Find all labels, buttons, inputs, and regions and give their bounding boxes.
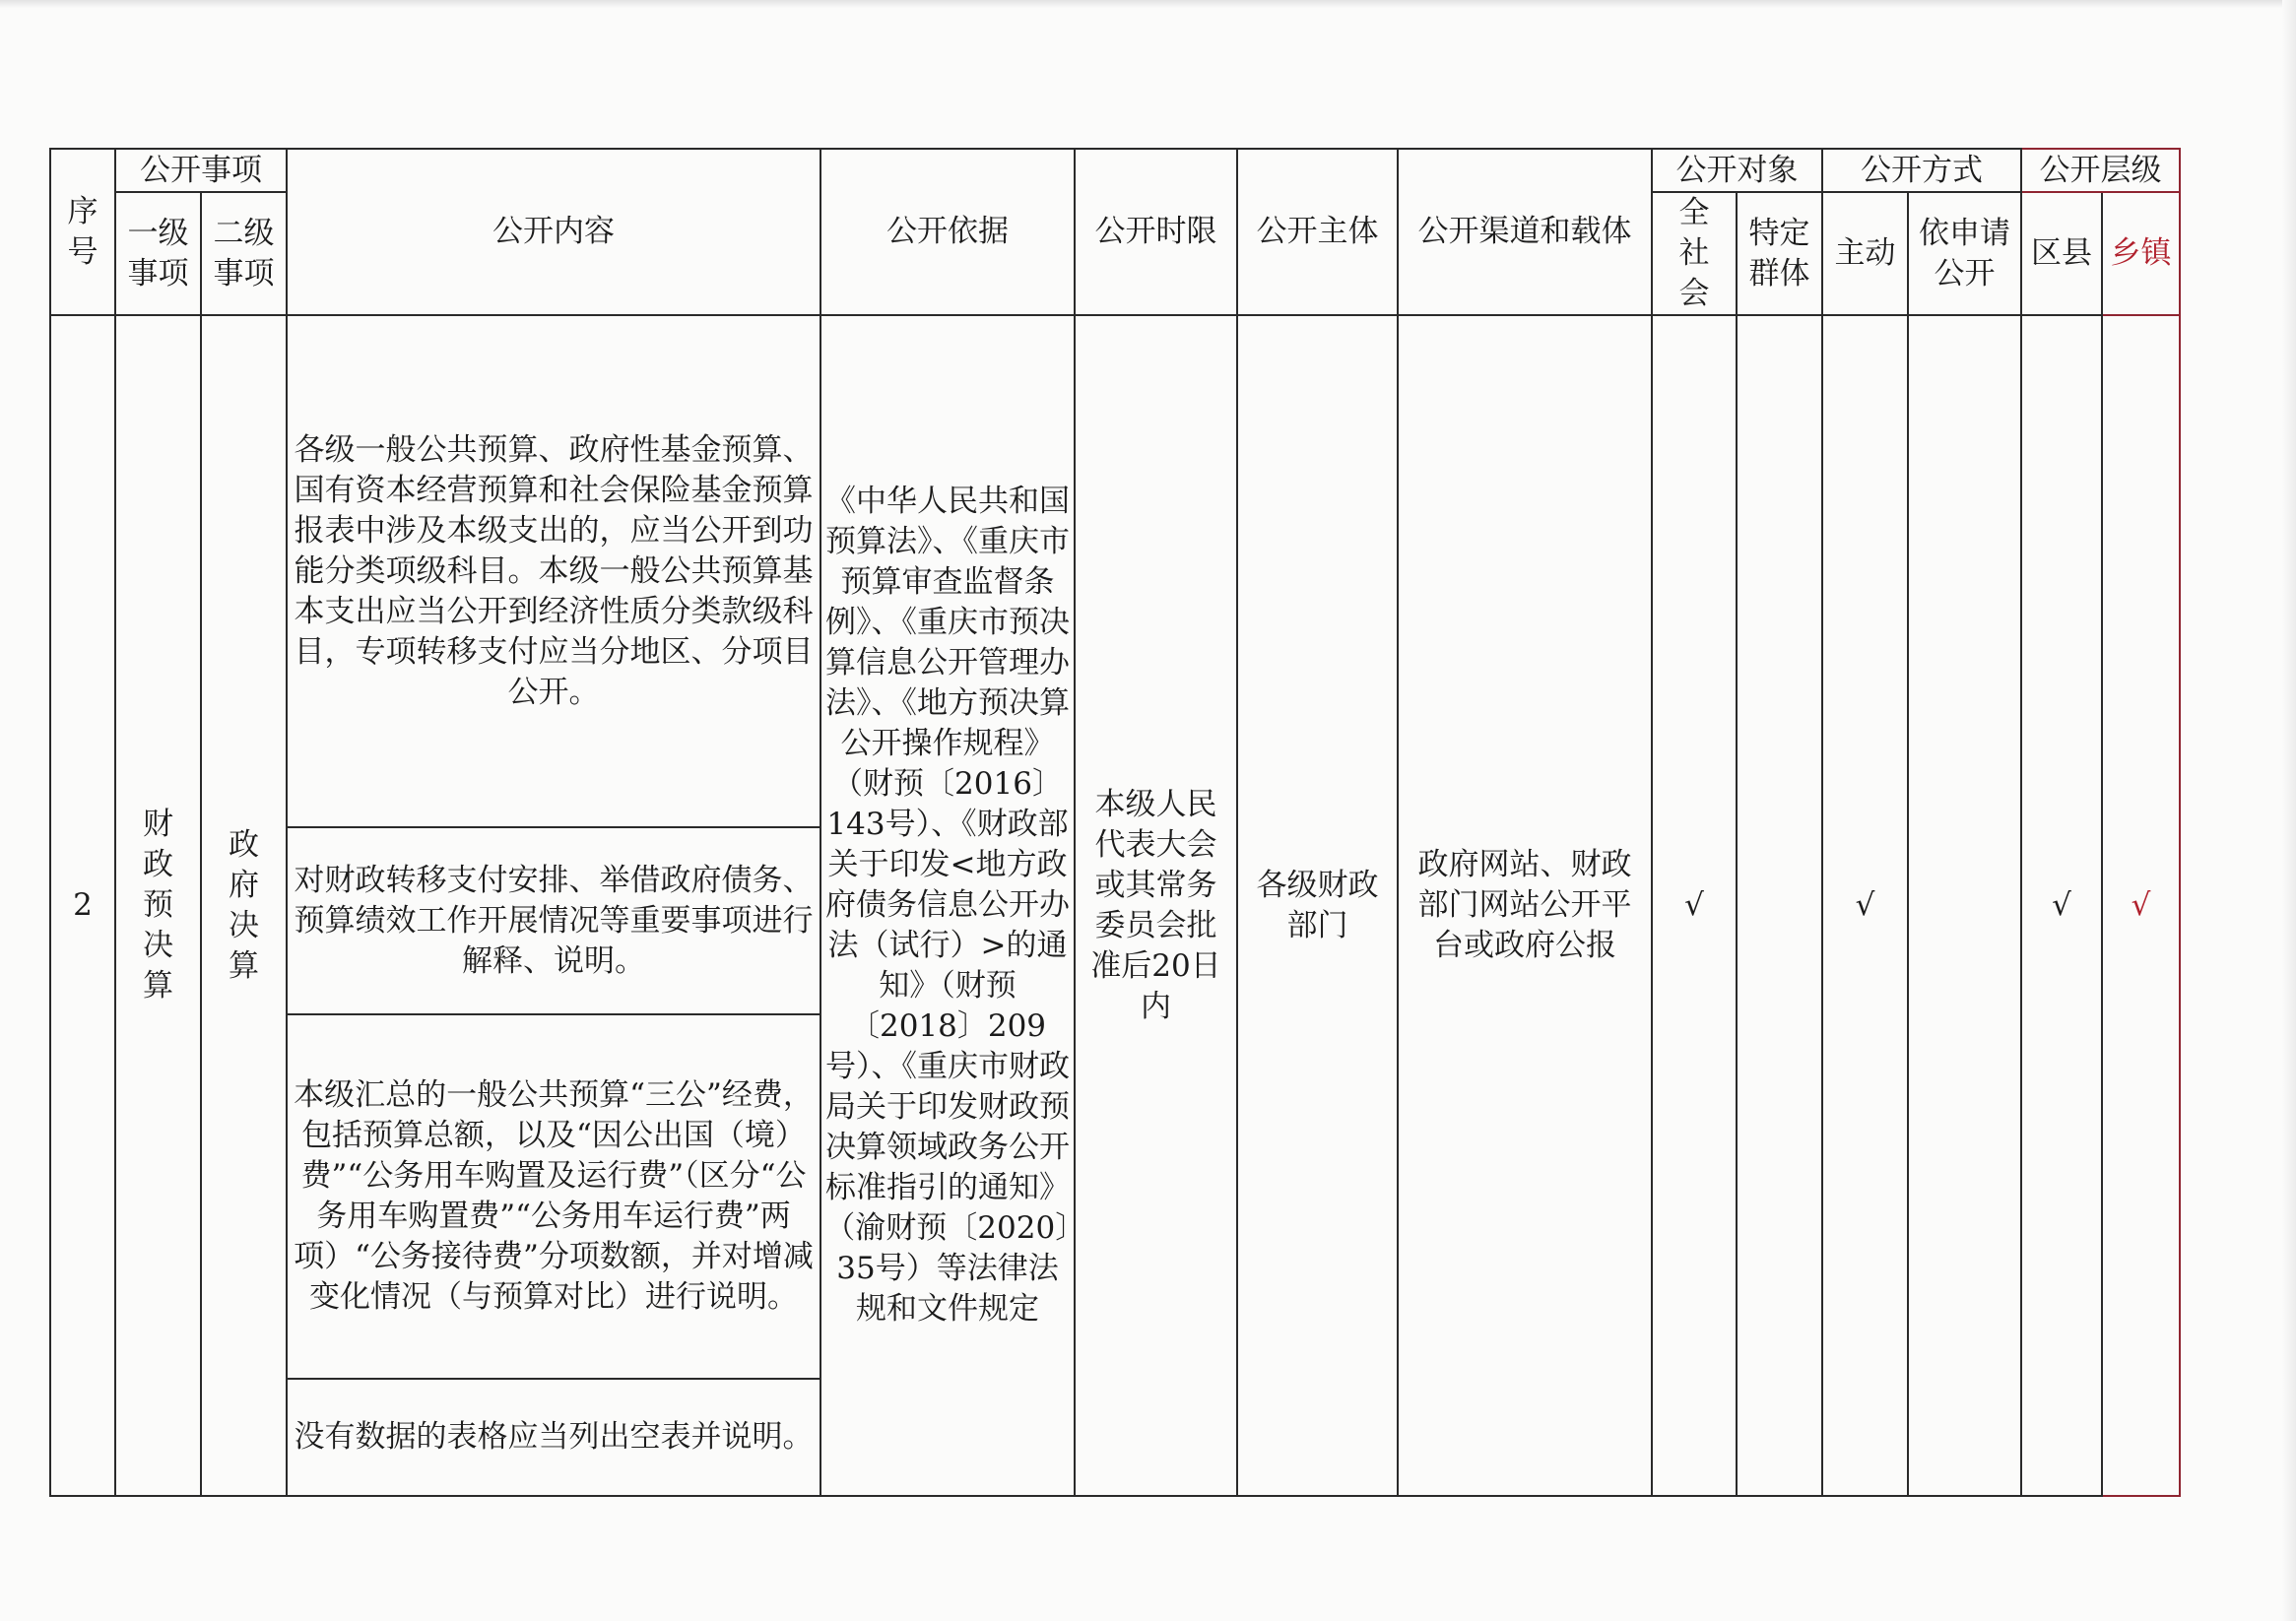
row-seq: 2 [50, 315, 115, 1496]
header-level-label: 公开层级 [2039, 152, 2162, 188]
header-subject: 公开主体 [1237, 149, 1398, 315]
header-seq: 序号 [50, 149, 115, 315]
content-item-1: 各级一般公共预算、政府性基金预算、国有资本经营预算和社会保险基金预算报表中涉及本级支出的，应当公开到功能分类项级科目。本级一般公共预算基本支出应当公开到经济性质分类款级科目，专项转移支付应当分地区、分项目公开。 [287, 315, 820, 827]
header-level-district: 区县 [2021, 192, 2102, 315]
header-content: 公开内容 [287, 149, 820, 315]
row-target-specific [1737, 315, 1822, 1496]
header-item-level2: 二级事项 [201, 192, 287, 315]
content-item-2: 对财政转移支付安排、举借政府债务、预算绩效工作开展情况等重要事项进行解释、说明。 [287, 827, 820, 1014]
header-level-town: 乡镇 [2102, 192, 2180, 315]
header-target-all: 全社会 [1652, 192, 1737, 315]
row-method-active-check: √ [1822, 315, 1908, 1496]
row-basis: 《中华人民共和国预算法》、《重庆市预算审查监督条例》、《重庆市预决算信息公开管理办法》、《地方预决算公开操作规程》（财预〔2016〕143号）、《财政部关于印发<地方政府债务信息公开办法（试行）>的通知》（财预〔2018〕209号）、《重庆市财政局关于印发财政预决算领域政务公开标准指引的通知》（渝财预〔2020〕35号）等法律法规和文件规定 [820, 315, 1075, 1496]
header-target-specific: 特定群体 [1737, 192, 1822, 315]
content-item-3: 本级汇总的一般公共预算“三公”经费，包括预算总额，以及“因公出国（境）费”“公务用车购置及运行费”（区分“公务用车购置费”“公务用车运行费”两项）“公务接待费”分项数额，并对增减变化情况（与预算对比）进行说明。 [287, 1014, 820, 1379]
header-target: 公开对象 [1652, 149, 1822, 192]
row-channel: 政府网站、财政部门网站公开平台或政府公报 [1398, 315, 1652, 1496]
row-subject: 各级财政部门 [1237, 315, 1398, 1496]
header-method-apply: 依申请公开 [1908, 192, 2021, 315]
header-method-active: 主动 [1822, 192, 1908, 315]
header-time-limit: 公开时限 [1075, 149, 1237, 315]
row-level-district-check: √ [2021, 315, 2102, 1496]
row-level2: 政府决算 [201, 315, 287, 1496]
data-row-1 [50, 315, 2180, 827]
row-time-limit: 本级人民代表大会或其常务委员会批准后20日内 [1075, 315, 1237, 1496]
scan-edge-top [0, 0, 2296, 8]
row-method-apply [1908, 315, 2021, 1496]
header-level [2021, 149, 2180, 192]
header-channel: 公开渠道和载体 [1398, 149, 1652, 315]
row-target-all-check: √ [1652, 315, 1737, 1496]
header-item: 公开事项 [115, 149, 287, 192]
header-row-1 [50, 149, 2180, 192]
header-method: 公开方式 [1822, 149, 2021, 192]
row-level-town-check: √ [2102, 315, 2180, 1496]
header-item-level1: 一级事项 [115, 192, 201, 315]
content-item-4: 没有数据的表格应当列出空表并说明。 [287, 1379, 820, 1496]
scan-edge-right [2282, 0, 2296, 1621]
row-level1: 财政预决算 [115, 315, 201, 1496]
header-basis: 公开依据 [820, 149, 1075, 315]
disclosure-table [49, 148, 2181, 1497]
